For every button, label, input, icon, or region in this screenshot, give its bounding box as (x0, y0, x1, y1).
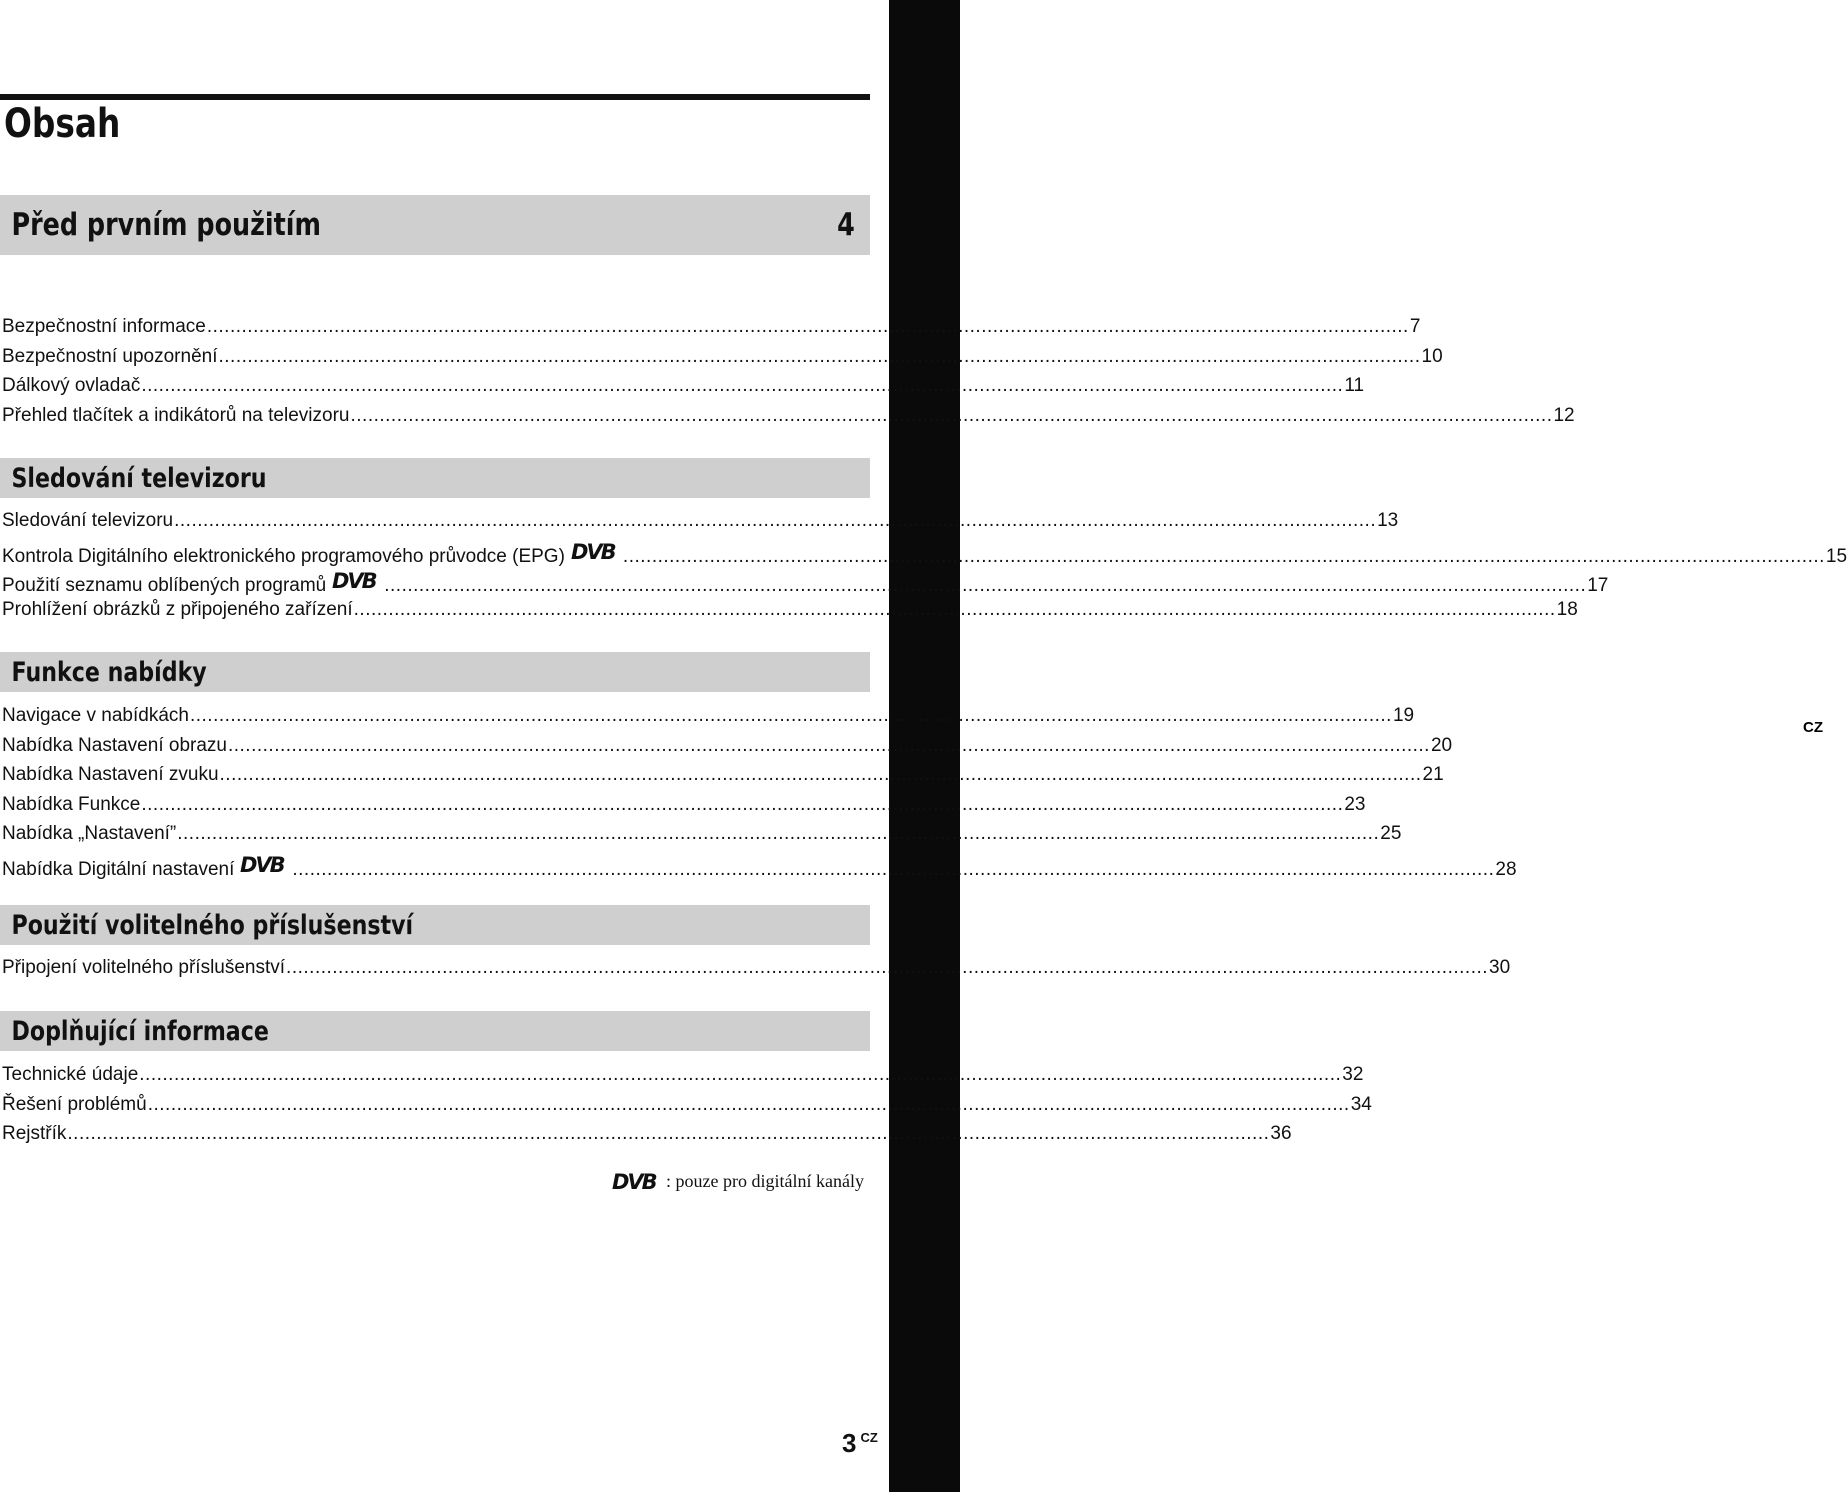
toc-entry[interactable] (0, 539, 1847, 570)
toc-entry[interactable] (0, 510, 1399, 540)
dot-leader (286, 957, 1488, 979)
toc-entry-label: Použití seznamu oblíbených programů (2, 575, 327, 596)
toc-entry-page: 15 (1825, 545, 1847, 567)
toc-entry-label: Nabídka „Nastavení” (2, 823, 177, 844)
dvb-logo-icon (571, 540, 619, 562)
toc-entry-label: Technické údaje (2, 1064, 139, 1085)
toc-entry[interactable] (0, 569, 1609, 599)
dot-leader (177, 823, 1379, 845)
toc-entry-label: Nabídka Nastavení zvuku (2, 764, 219, 785)
toc-entry-page: 19 (1392, 705, 1415, 726)
svg-text:DVB: DVB (240, 852, 285, 877)
toc-list (0, 1064, 1372, 1153)
toc-entry-page: 36 (1270, 1123, 1292, 1144)
toc-entry[interactable] (0, 345, 1443, 376)
dot-leader (623, 546, 1825, 568)
toc-entry-page: 18 (1556, 598, 1578, 620)
section-header (0, 195, 870, 255)
toc-entry-page: 17 (1587, 575, 1609, 596)
svg-text:DVB: DVB (332, 569, 376, 593)
toc-entry-page: 13 (1377, 510, 1399, 531)
toc-entry-page: 25 (1380, 823, 1402, 844)
toc-entry[interactable] (0, 1064, 1364, 1094)
toc-entry-page: 34 (1350, 1093, 1372, 1115)
toc-entry-label: Bezpečnostní informace (2, 316, 206, 337)
section-header (0, 1011, 870, 1051)
dot-leader (141, 375, 1343, 397)
section-page-number: 4 (837, 207, 856, 243)
toc-entry-label: Bezpečnostní upozornění (2, 345, 218, 367)
toc-entry-page: 10 (1421, 345, 1443, 367)
page-title: Obsah (4, 101, 121, 147)
page-number-value: 3 (842, 1428, 857, 1458)
toc-entry[interactable] (0, 823, 1402, 853)
dot-leader (219, 346, 1421, 368)
section-header (0, 905, 870, 945)
section-title: Doplňující informace (11, 1015, 269, 1047)
legend-text: : pouze pro digitální kanály (666, 1170, 864, 1191)
page-number (842, 1428, 878, 1459)
toc-entry-label: Prohlížení obrázků z připojeného zařízení (2, 598, 353, 620)
toc-entry[interactable] (0, 1093, 1372, 1124)
section-title: Sledování televizoru (11, 462, 267, 494)
top-rule (0, 94, 870, 100)
toc-entry-page: 28 (1495, 858, 1517, 880)
toc-entry[interactable] (0, 375, 1365, 405)
toc-entry[interactable] (0, 1123, 1292, 1153)
dot-leader (384, 575, 1586, 597)
dot-leader (350, 405, 1552, 427)
section-title: Funkce nabídky (11, 656, 207, 688)
toc-entry-page: 21 (1422, 764, 1444, 785)
toc-entry[interactable] (0, 734, 1453, 765)
toc-entry-label: Řešení problémů (2, 1093, 147, 1115)
toc-entry-label: Připojení volitelného příslušenství (2, 957, 286, 978)
toc-entry[interactable] (0, 316, 1421, 346)
dot-leader (190, 705, 1392, 727)
toc-entry[interactable] (0, 957, 1511, 987)
section-title: Před prvním použitím (11, 207, 322, 243)
toc-entry-label: Přehled tlačítek a indikátorů na televizoru (2, 404, 350, 426)
toc-entry[interactable] (0, 598, 1578, 629)
dot-leader (141, 794, 1343, 816)
toc-entry-label: Nabídka Nastavení obrazu (2, 734, 227, 756)
dot-leader (207, 316, 1409, 338)
dvb-logo-icon (332, 569, 380, 591)
dot-leader (220, 764, 1422, 786)
dot-leader (292, 859, 1494, 881)
toc-entry-page: 20 (1430, 734, 1453, 756)
toc-entry-page: 12 (1553, 404, 1575, 426)
dot-leader (148, 1094, 1350, 1116)
toc-entry-page: 11 (1344, 375, 1365, 396)
toc-entry-label: Kontrola Digitálního elektronického programového průvodce (EPG) (2, 545, 565, 567)
toc-list (0, 510, 1847, 628)
toc-entry-label: Sledování televizoru (2, 510, 174, 531)
svg-text:DVB: DVB (612, 1170, 656, 1194)
dot-leader (139, 1064, 1341, 1086)
dvb-logo-icon (240, 853, 288, 875)
svg-text:DVB: DVB (570, 539, 615, 564)
toc-entry-page: 32 (1342, 1064, 1364, 1085)
toc-list (0, 705, 1517, 882)
toc-entry[interactable] (0, 764, 1444, 794)
toc-entry[interactable] (0, 852, 1517, 883)
dot-leader (67, 1123, 1269, 1145)
language-badge: CZ (1791, 712, 1835, 742)
toc-entry-label: Nabídka Digitální nastavení (2, 858, 235, 880)
toc-entry-page: 23 (1344, 793, 1366, 815)
dvb-logo-icon (612, 1170, 660, 1192)
dot-leader (174, 510, 1376, 532)
toc-entry-page: 30 (1489, 957, 1511, 978)
toc-list (0, 316, 1575, 434)
dot-leader (228, 735, 1430, 757)
dvb-legend (612, 1170, 864, 1192)
toc-entry[interactable] (0, 705, 1415, 735)
toc-entry[interactable] (0, 793, 1366, 824)
section-header (0, 652, 870, 692)
toc-entry-label: Navigace v nabídkách (2, 705, 189, 726)
toc-entry[interactable] (0, 404, 1575, 435)
toc-entry-label: Nabídka Funkce (2, 793, 141, 815)
toc-entry-label: Rejstřík (2, 1123, 67, 1144)
toc-list (0, 957, 1511, 987)
toc-entry-label: Dálkový ovladač (2, 375, 141, 396)
section-title: Použití volitelného příslušenství (11, 909, 414, 941)
toc-entry-page: 7 (1409, 316, 1421, 337)
section-header (0, 458, 870, 498)
page-number-lang: CZ (860, 1430, 878, 1445)
dot-leader (354, 599, 1556, 621)
